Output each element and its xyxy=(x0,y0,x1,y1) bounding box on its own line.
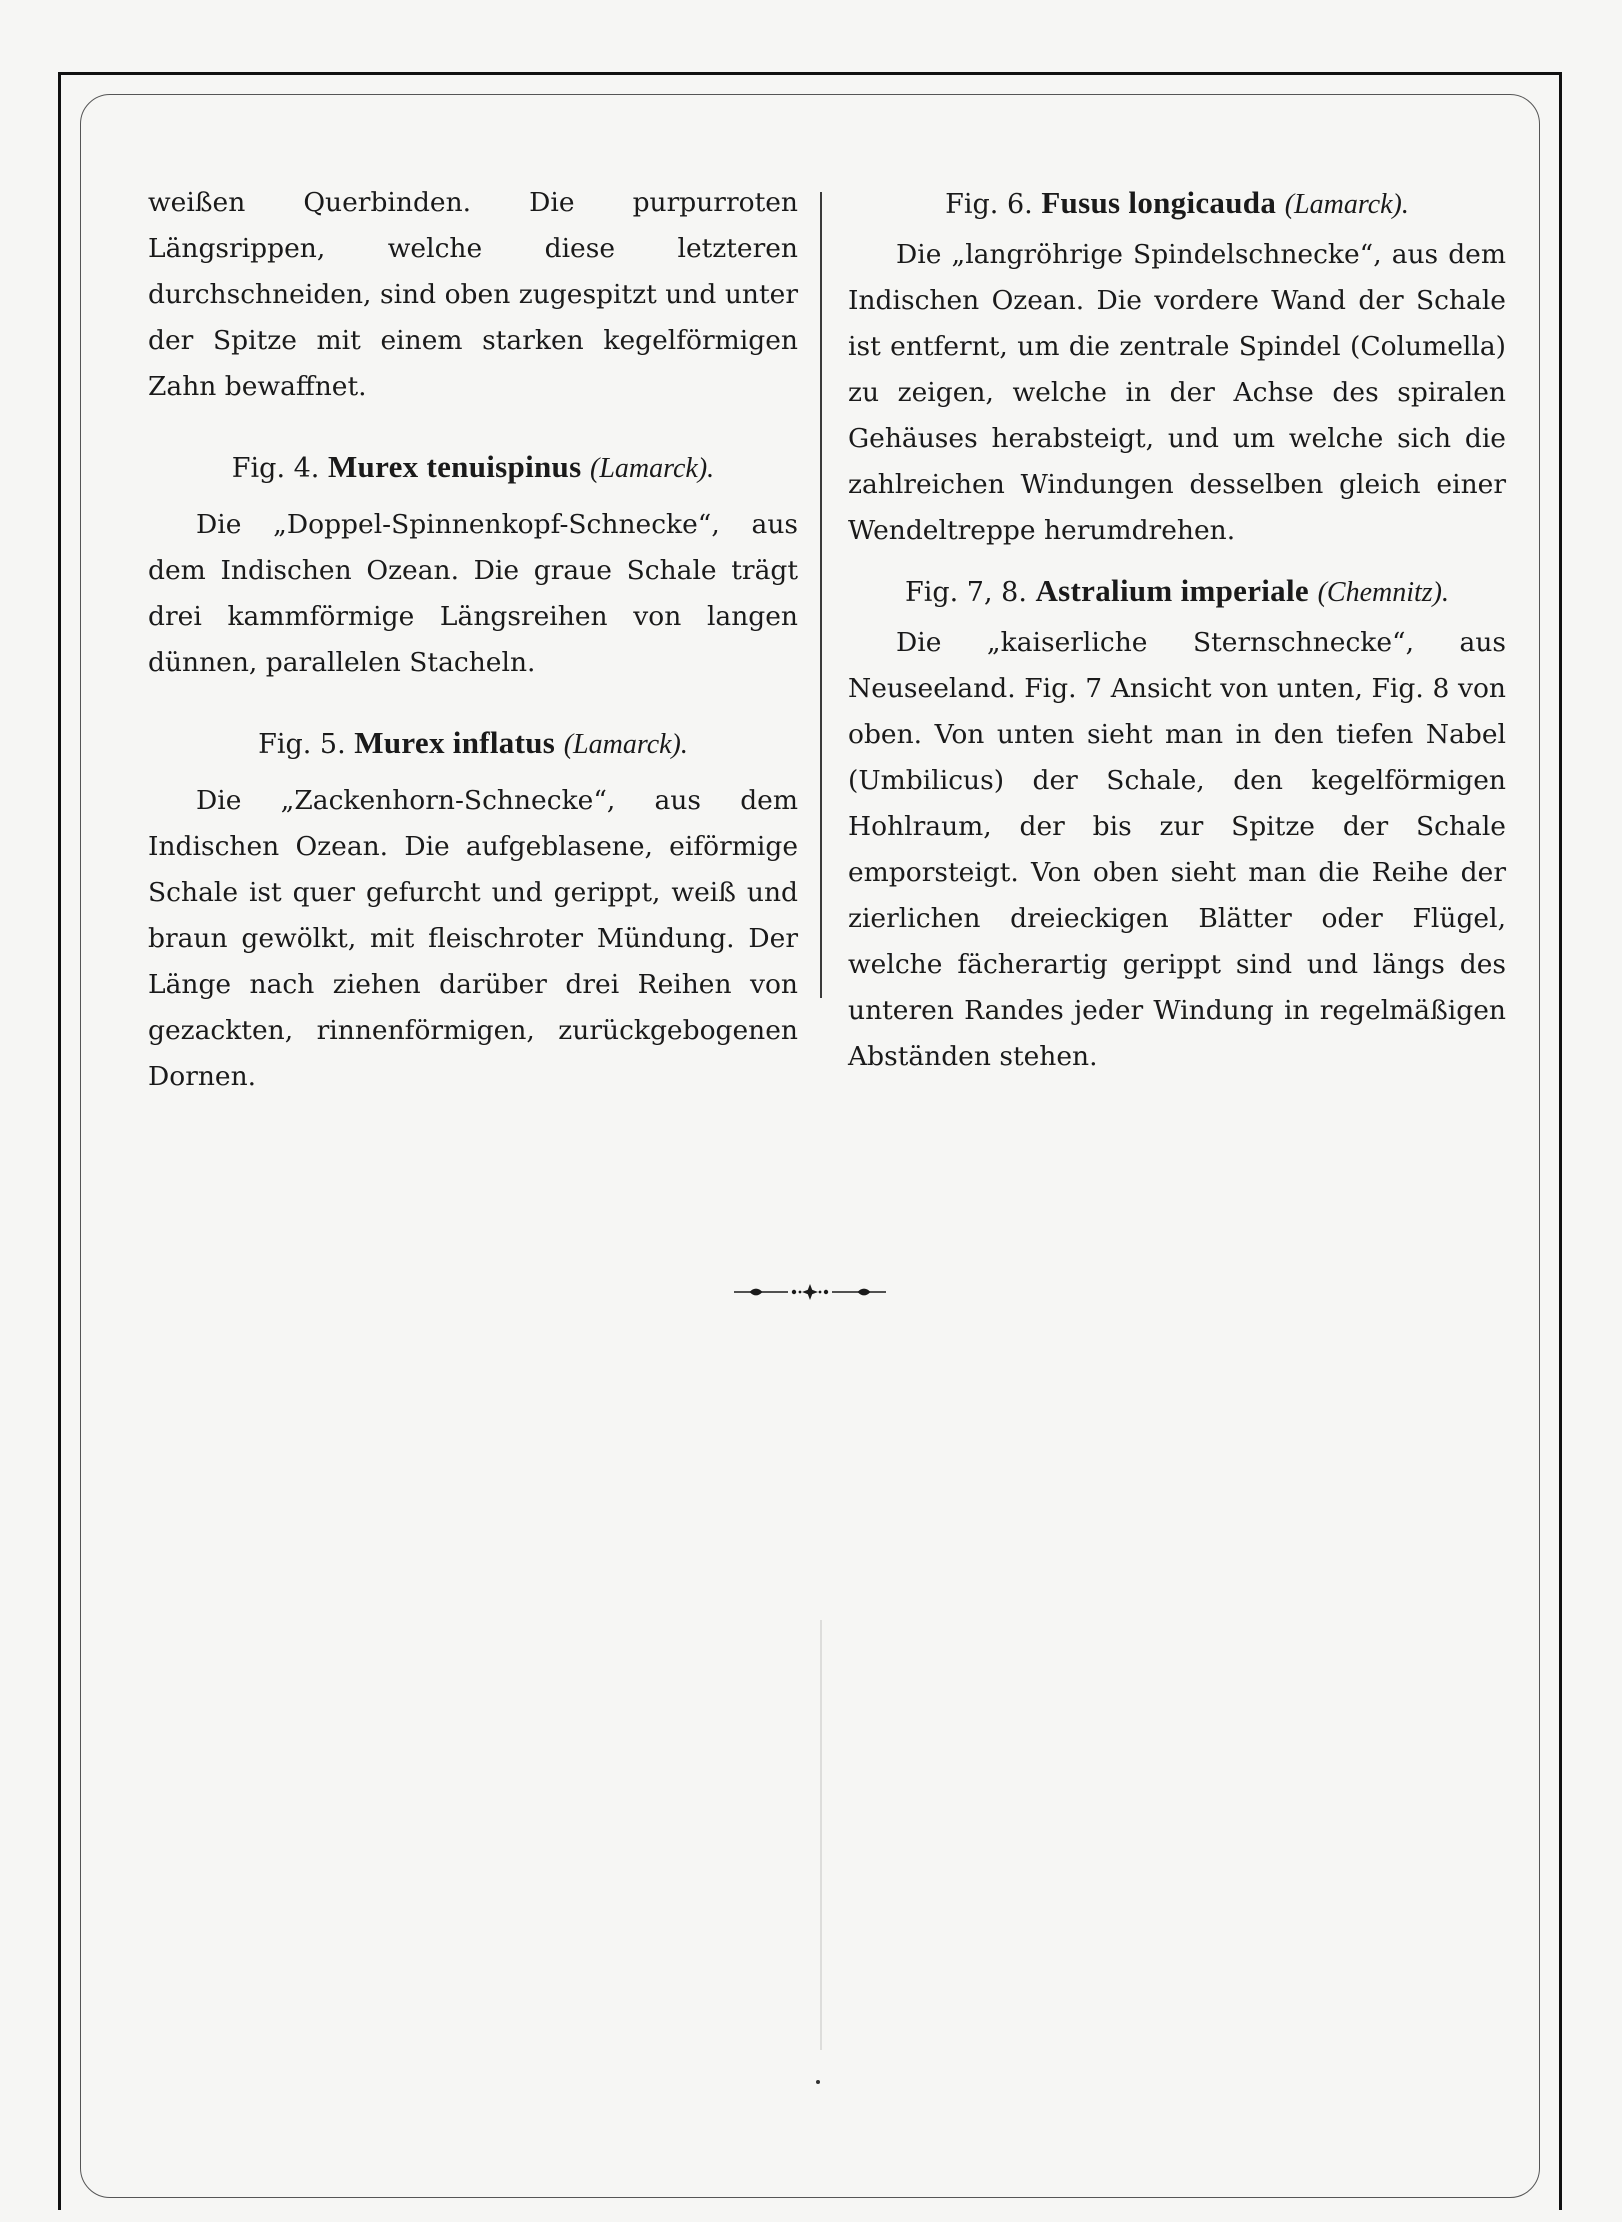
entry-description: Die „langröhrige Spindelschnecke“, aus dem Indischen Ozean. Die vordere Wand der Schale ist entfernt, um die zentrale Spindel (Columella) zu zeigen, welche in der Achse des spiralen Gehäuses herabsteigt, und um welche sich die zahlreichen Windungen desselben gleich einer Wendeltreppe herumdrehen. xyxy=(848,239,1506,546)
entry-description: Die „Zackenhorn-Schnecke“, aus dem Indischen Ozean. Die aufgeblasene, eiförmige Schale ist quer gefurcht und gerippt, weiß und braun gewölkt, mit fleischroter Mündung. Der Länge nach ziehen darüber drei Reihen von gezackten, rinnenförmigen, zurückgebogenen Dornen. xyxy=(148,785,798,1092)
entry-description: Die „kaiserliche Sternschnecke“, aus Neuseeland. Fig. 7 Ansicht von unten, Fig. 8 von oben. Von unten sieht man in den tiefen Nabel (Umbilicus) der Schale, den kegelförmigen Hohlraum, der bis zur Spitze der Schale emporsteigt. Von oben sieht man die Reihe der zierlichen dreieckigen Blätter oder Flügel, welche fächerartig gerippt sind und längs des unteren Randes jeder Windung in regelmäßigen Abständen stehen. xyxy=(848,627,1506,1072)
stray-mark xyxy=(816,2080,820,2084)
author-name: (Lamarck). xyxy=(1284,189,1409,220)
column-divider xyxy=(820,192,822,998)
entry-heading-fig-6 xyxy=(848,180,1506,228)
species-name: Fusus longicauda xyxy=(1041,185,1277,220)
species-name: Murex tenuispinus xyxy=(327,449,582,484)
species-name: Murex inflatus xyxy=(354,725,556,760)
bleed-through-header xyxy=(660,4,1080,34)
entry-description: Die „Doppel-Spinnenkopf-Schnecke“, aus dem Indischen Ozean. Die graue Schale trägt drei kammförmige Längsreihen von langen dünnen, parallelen Stacheln. xyxy=(148,509,798,678)
author-name: (Chemnitz). xyxy=(1317,577,1449,608)
entry-heading-fig-5 xyxy=(148,720,798,768)
bleed-through-text xyxy=(150,1600,1510,2050)
fig-number: Fig. 5. xyxy=(258,729,346,760)
fig-number: Fig. 6. xyxy=(945,189,1033,220)
fig-number: Fig. 7, 8. xyxy=(904,577,1027,608)
ornament-flourish-icon xyxy=(730,1280,890,1304)
fig-number: Fig. 4. xyxy=(231,453,320,484)
entry-heading-fig-7-8 xyxy=(848,568,1506,616)
author-name: (Lamarck). xyxy=(563,729,688,760)
left-column xyxy=(148,180,798,1100)
species-name: Astralium imperiale xyxy=(1035,573,1309,608)
right-column xyxy=(848,180,1506,1080)
author-name: (Lamarck). xyxy=(590,453,715,484)
entry-heading-fig-4 xyxy=(148,444,798,492)
continued-paragraph: weißen Querbinden. Die purpurroten Längsrippen, welche diese letzteren durchschneiden, sind oben zugespitzt und unter der Spitze mit einem starken kegelförmigen Zahn bewaffnet. xyxy=(148,187,798,402)
